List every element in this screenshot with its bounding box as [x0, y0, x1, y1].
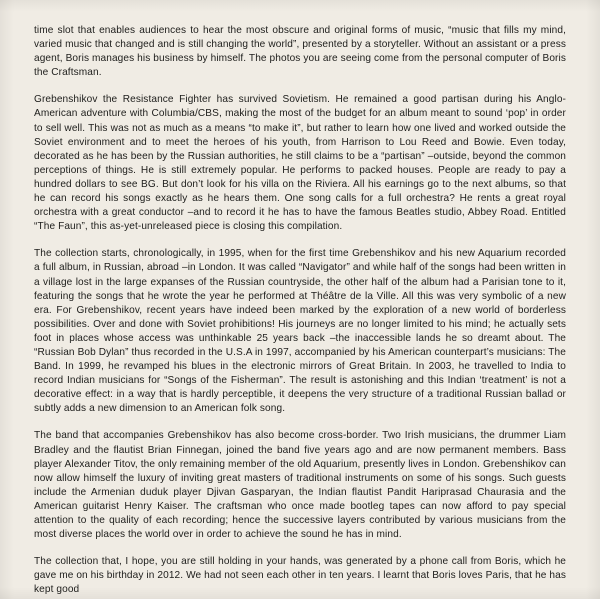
paragraph-1: time slot that enables audiences to hear the most obscure and original forms of music, “music that fills my mind, varied music that changed and is still changing the world”, presented by a storyteller. Without an assistant or a press agent, Boris manages his business by himself. The photos you are seeing come from the personal computer of Boris the Craftsman.	[34, 25, 566, 79]
paragraph-5: The collection that, I hope, you are still holding in your hands, was generated by a phone call from Boris, which he gave me on his birthday in 2012. We had not seen each other in ten years. I learnt that Boris loves Paris, that he has kept good	[34, 556, 566, 596]
liner-notes-text	[34, 24, 566, 597]
paragraph-2: Grebenshikov the Resistance Fighter has survived Sovietism. He remained a good partisan during his Anglo-American adventure with Columbia/CBS, making the most of the budget for an album meant to sound ‘pop’ in order to sell well. This was not as much as a means “to make it”, but rather to learn how one lived and worked outside the Soviet environment and to meet the heroes of his youth, from Harrison to Lou Reed and Bowie. Even today, decorated as he has been by the Russian authorities, he still claims to be a “partisan” –outside, beyond the common perceptions of things. He is still extremely popular. He performs to packed houses. People are ready to pay a hundred dollars to see BG. But don’t look for his villa on the Riviera. All his earnings go to the next albums, so that he can record his songs exactly as he hears them. One song calls for a full orchestra? He rents a great royal orchestra with a great conductor –and to record it he has to have the famous Beatles studio, Abbey Road. Entitled “The Faun”, this as-yet-unreleased piece is closing this compilation.	[34, 94, 566, 233]
paragraph-4: The band that accompanies Grebenshikov has also become cross-border. Two Irish musicians, the drummer Liam Bradley and the flautist Brian Finnegan, joined the band five years ago and are now permanent members. Bass player Alexander Titov, the only remaining member of the old Aquarium, presently lives in London. Grebenshikov can now allow himself the luxury of inviting great masters of traditional instruments on some of his songs. Such guests include the Armenian duduk player Djivan Gasparyan, the Indian flautist Pandit Hariprasad Chaurasia and the American guitarist Henry Kaiser. The craftsman who once made bootleg tapes can now afford to pay special attention to the quality of each recording; hence the successive layers contributed by various musicians from the most diverse places the world over in order to achieve the sound he has in mind.	[34, 430, 566, 541]
paragraph-3: The collection starts, chronologically, in 1995, when for the first time Grebenshikov and his new Aquarium recorded a full album, in Russian, abroad –in London. It was called “Navigator” and while half of the songs had been written in a village lost in the large expanses of the Russian countryside, the other half of the album had a Parisian tone to it, featuring the songs that he wrote the year he performed at Théâtre de la Ville. All this was very symbolic of a new era. For Grebenshikov, recent years have indeed been marked by the exploration of a new world of borderless possibilities. Over and done with Soviet prohibitions! His journeys are no longer limited to his mind; he actually sets foot in places whose access was unthinkable 25 years back –the inaccessible lands he so dreamt about. The “Russian Bob Dylan” thus recorded in the U.S.A in 1997, accompanied by his American counterpart’s musicians: The Band. In 1999, he revamped his blues in the electronic mirrors of Great Britain. In 2003, he travelled to India to record Indian musicians for “Songs of the Fisherman”. The result is astonishing and this Indian ‘treatment’ is not a decorative effect: in a way that is hardly perceptible, it deepens the very structure of a traditional Russian ballad or subtly adds a new dimension to an American folk song.	[34, 248, 566, 415]
